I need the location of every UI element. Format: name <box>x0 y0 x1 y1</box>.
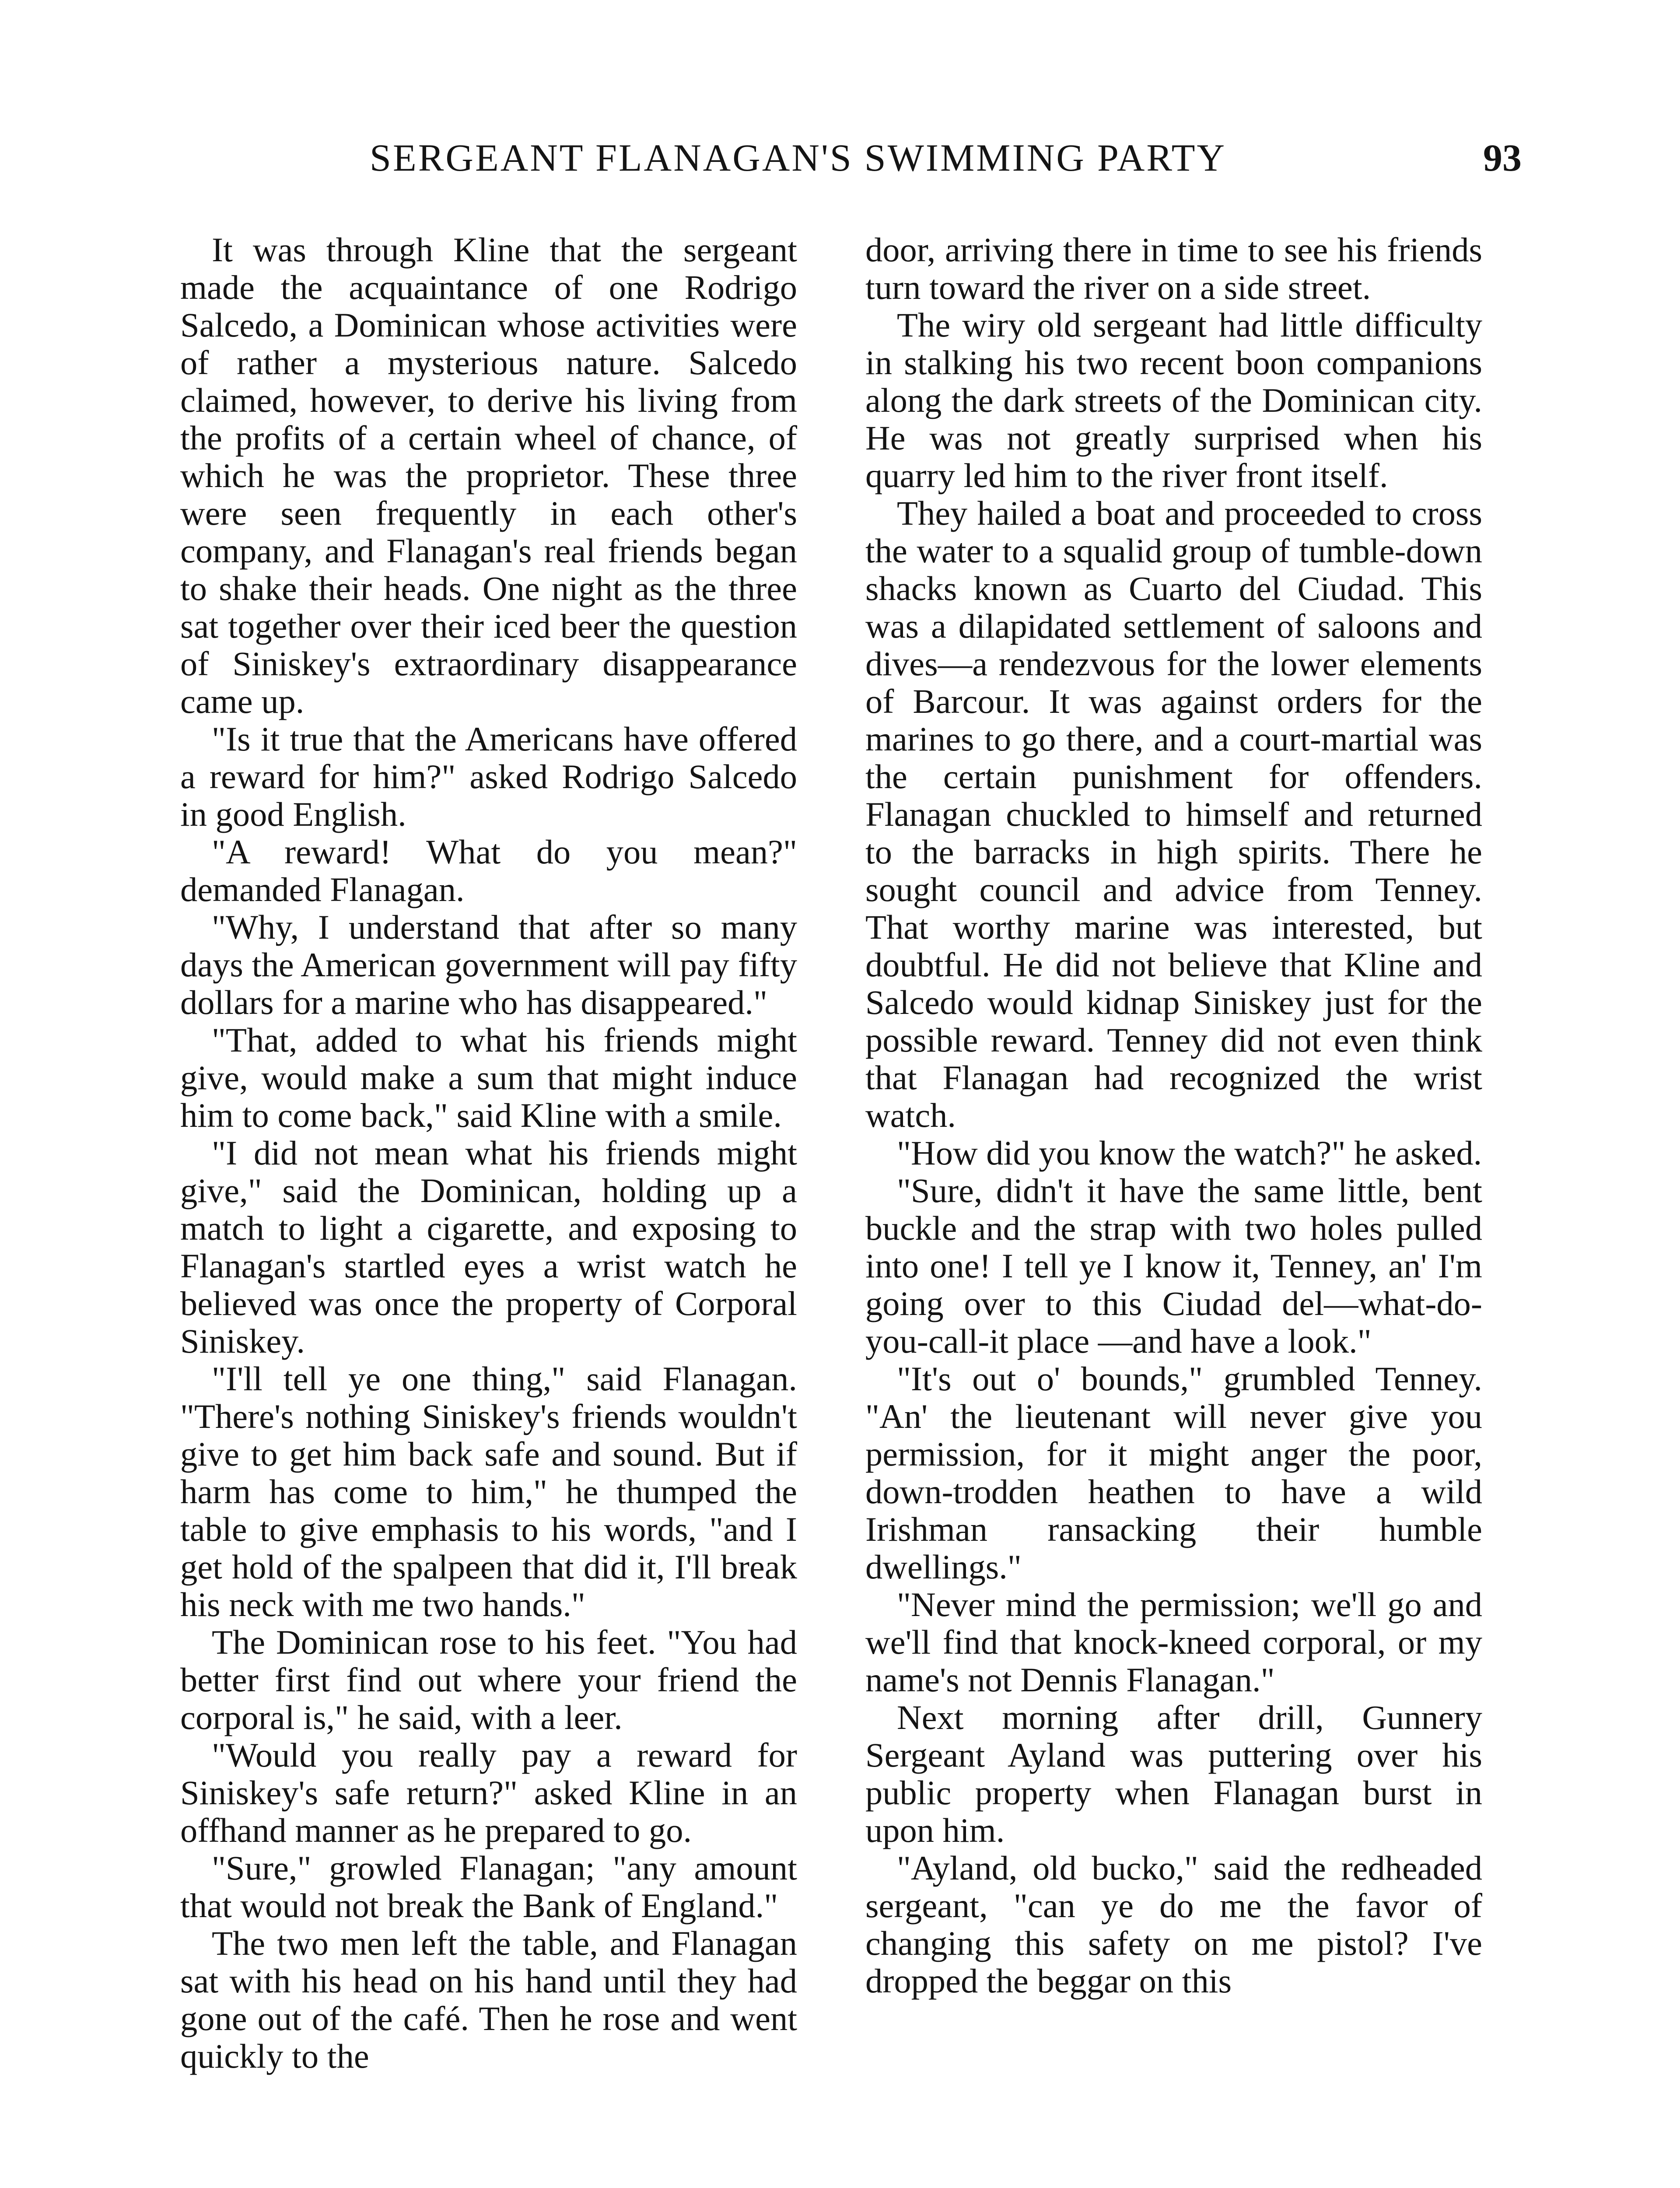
paragraph: "I did not mean what his friends might give," said the Dominican, holding up a match to light a cigarette, and exposing to Flanagan's startled eyes a wrist watch he believed was once the property of Corporal Siniskey. <box>180 1134 797 1360</box>
paragraph: "It's out o' bounds," grumbled Tenney. "An' the lieutenant will never give you permission, for it might anger the poor, down-trodden heathen to have a wild Irishman ransacking their humble dwellings." <box>865 1360 1482 1586</box>
paragraph: It was through Kline that the sergeant made the acquaintance of one Rodrigo Salcedo, a Dominican whose activities were of rather a mysterious nature. Salcedo claimed, however, to derive his living from the profits of a certain wheel of chance, of which he was the proprietor. These three were seen frequently in each other's company, and Flanagan's real friends began to shake their heads. One night as the three sat together over their iced beer the question of Siniskey's extraordinary disappearance came up. <box>180 231 797 720</box>
paragraph: "Sure, didn't it have the same little, bent buckle and the strap with two holes pulled into one! I tell ye I know it, Tenney, an' I'm going over to this Ciudad del—what-do-you-call-it place —and have a look." <box>865 1171 1482 1360</box>
paragraph-continued: door, arriving there in time to see his friends turn toward the river on a side street. <box>865 231 1482 306</box>
paragraph: "Sure," growled Flanagan; "any amount that would not break the Bank of England." <box>180 1849 797 1925</box>
paragraph: Next morning after drill, Gunnery Sergeant Ayland was puttering over his public property when Flanagan burst in upon him. <box>865 1698 1482 1849</box>
page-number: 93 <box>1483 137 1522 179</box>
text-column-left <box>180 231 797 2075</box>
paragraph: The Dominican rose to his feet. "You had better first find out where your friend the corporal is," he said, with a leer. <box>180 1623 797 1736</box>
paragraph: "I'll tell ye one thing," said Flanagan. "There's nothing Siniskey's friends wouldn't give to get him back safe and sound. But if harm has come to him," he thumped the table to give emphasis to his words, "and I get hold of the spalpeen that did it, I'll break his neck with me two hands." <box>180 1360 797 1623</box>
paragraph: "That, added to what his friends might give, would make a sum that might induce him to come back," said Kline with a smile. <box>180 1021 797 1134</box>
paragraph: "Ayland, old bucko," said the redheaded sergeant, "can ye do me the favor of changing this safety on me pistol? I've dropped the beggar on this <box>865 1849 1482 2000</box>
paragraph: They hailed a boat and proceeded to cross the water to a squalid group of tumble-down shacks known as Cuarto del Ciudad. This was a dilapidated settlement of saloons and dives—a rendezvous for the lower elements of Barcour. It was against orders for the marines to go there, and a court-martial was the certain punishment for offenders. Flanagan chuckled to himself and returned to the barracks in high spirits. There he sought council and advice from Tenney. That worthy marine was interested, but doubtful. He did not believe that Kline and Salcedo would kidnap Siniskey just for the possible reward. Tenney did not even think that Flanagan had recognized the wrist watch. <box>865 494 1482 1134</box>
paragraph: The wiry old sergeant had little difficulty in stalking his two recent boon companions along the dark streets of the Dominican city. He was not greatly surprised when his quarry led him to the river front itself. <box>865 306 1482 494</box>
paragraph: The two men left the table, and Flanagan sat with his head on his hand until they had gone out of the café. Then he rose and went quickly to the <box>180 1924 797 2075</box>
paragraph: "Would you really pay a reward for Siniskey's safe return?" asked Kline in an offhand manner as he prepared to go. <box>180 1736 797 1849</box>
running-head-title: SERGEANT FLANAGAN'S SWIMMING PARTY <box>370 137 1227 179</box>
paragraph: "Is it true that the Americans have offered a reward for him?" asked Rodrigo Salcedo in good English. <box>180 720 797 833</box>
paragraph: "A reward! What do you mean?" demanded Flanagan. <box>180 833 797 908</box>
paragraph: "How did you know the watch?" he asked. <box>897 1134 1482 1172</box>
text-column-right <box>865 231 1482 2000</box>
paragraph: "Never mind the permission; we'll go and we'll find that knock-kneed corporal, or my name's not Dennis Flanagan." <box>865 1585 1482 1699</box>
paragraph: "Why, I understand that after so many days the American government will pay fifty dollars for a marine who has disappeared." <box>180 908 797 1021</box>
